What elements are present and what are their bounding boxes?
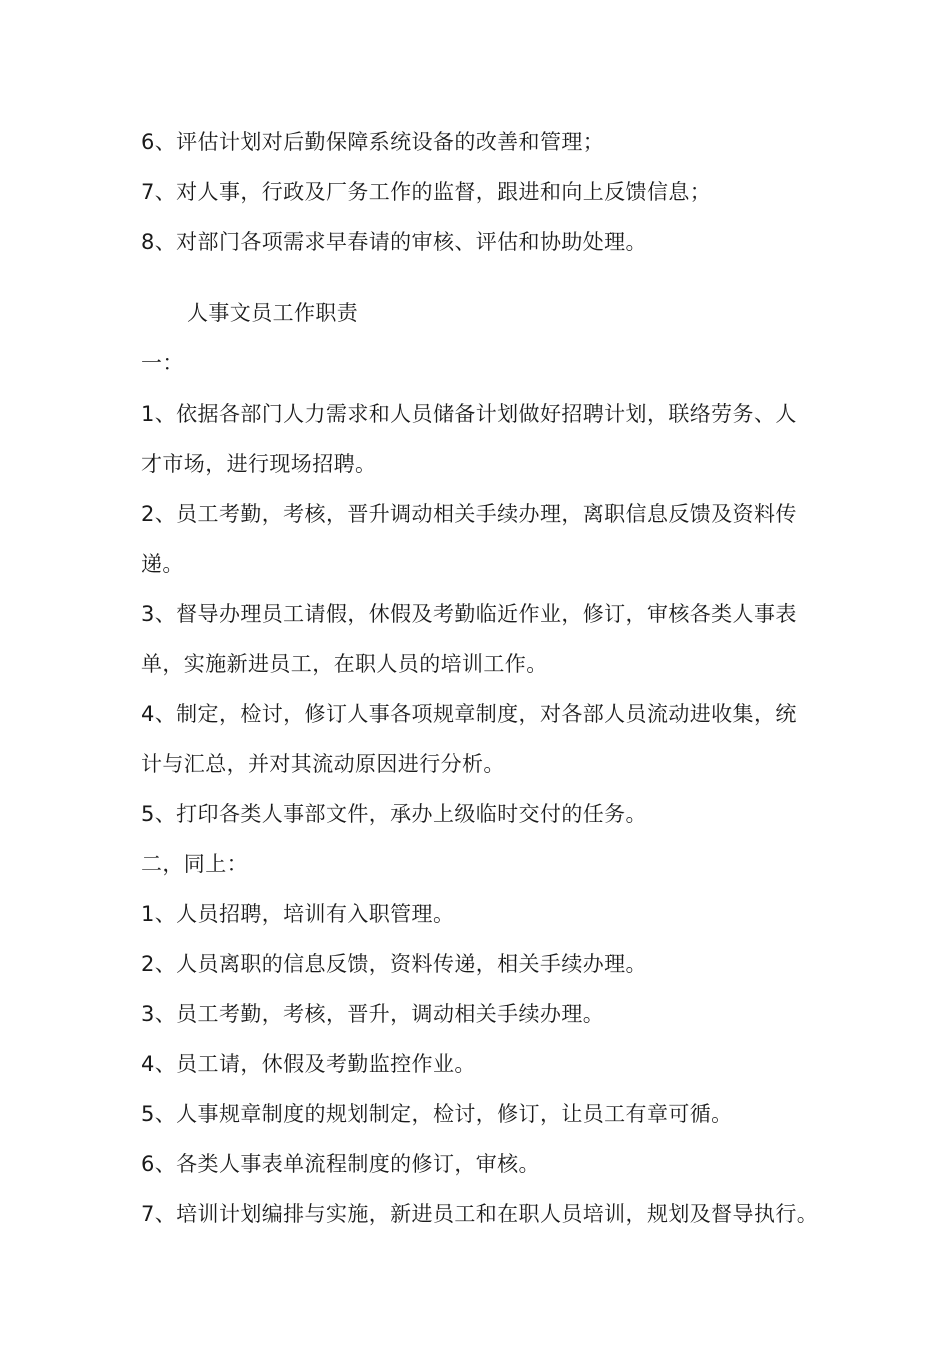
- text-line-1b: 才市场，进行现场招聘。: [141, 452, 377, 476]
- text-line-2a: 2、员工考勤，考核，晋升调动相关手续办理，离职信息反馈及资料传: [141, 502, 797, 526]
- section-title: 人事文员工作职责: [187, 301, 359, 325]
- text-line-4b: 计与汇总，并对其流动原因进行分析。: [141, 752, 505, 776]
- text-line-s2-7: 7、培训计划编排与实施，新进员工和在职人员培训，规划及督导执行。: [141, 1202, 819, 1226]
- text-line-s2-3: 3、员工考勤，考核，晋升，调动相关手续办理。: [141, 1002, 605, 1026]
- text-line-item8-review: 8、对部门各项需求早春请的审核、评估和协助处理。: [141, 230, 647, 254]
- section-two-heading: 二，同上：: [141, 852, 248, 876]
- text-line-1a: 1、依据各部门人力需求和人员储备计划做好招聘计划，联络劳务、人: [141, 402, 797, 426]
- text-line-s2-4: 4、员工请，休假及考勤监控作业。: [141, 1052, 476, 1076]
- section-one-heading: 一：: [141, 351, 184, 375]
- text-line-s2-5: 5、人事规章制度的规划制定，检讨，修订，让员工有章可循。: [141, 1102, 733, 1126]
- text-line-s2-1: 1、人员招聘，培训有入职管理。: [141, 902, 455, 926]
- text-line-5: 5、打印各类人事部文件，承办上级临时交付的任务。: [141, 802, 647, 826]
- text-line-s2-6: 6、各类人事表单流程制度的修订，审核。: [141, 1152, 540, 1176]
- text-line-3a: 3、督导办理员工请假，休假及考勤临近作业，修订，审核各类人事表: [141, 602, 797, 626]
- text-line-item7-supervision: 7、对人事，行政及厂务工作的监督，跟进和向上反馈信息；: [141, 180, 712, 204]
- text-line-s2-2: 2、人员离职的信息反馈，资料传递，相关手续办理。: [141, 952, 647, 976]
- text-line-item6-logistics: 6、评估计划对后勤保障系统设备的改善和管理；: [141, 130, 605, 154]
- text-line-4a: 4、制定，检讨，修订人事各项规章制度，对各部人员流动进收集，统: [141, 702, 797, 726]
- text-line-2b: 递。: [141, 552, 184, 576]
- text-line-3b: 单，实施新进员工，在职人员的培训工作。: [141, 652, 548, 676]
